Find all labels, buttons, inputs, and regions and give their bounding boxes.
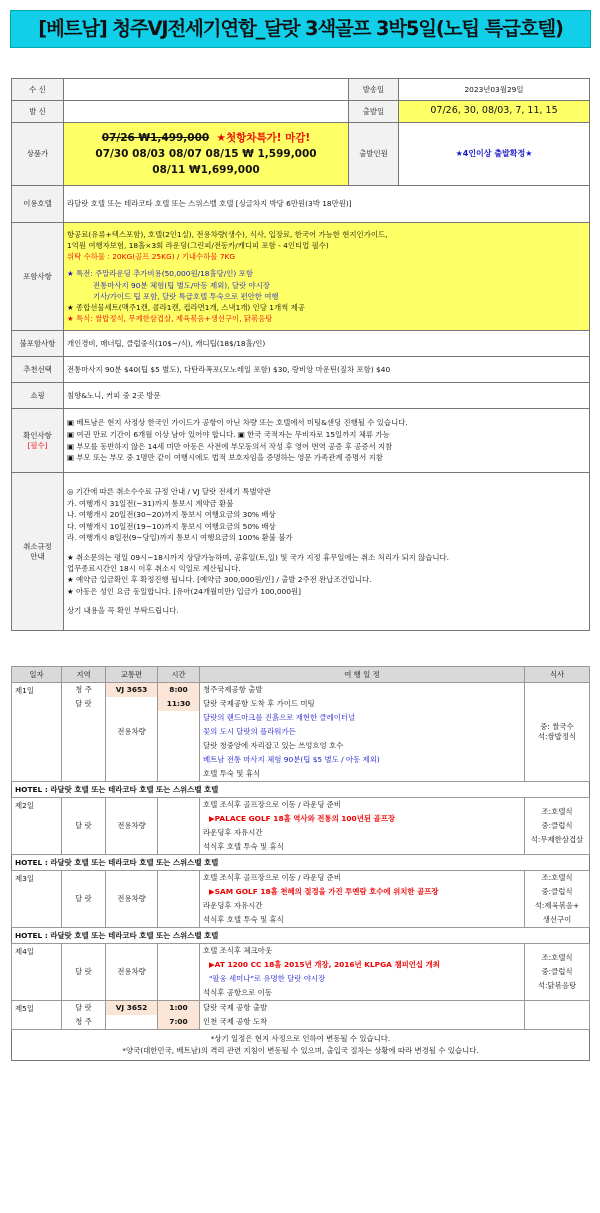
info-table [11,78,590,631]
day-label: 제5일 [12,1001,62,1030]
cancel-line: ★ 아동은 성인 요금 동일합니다. [유아(24개월미만) 입금가 100,000원] [67,586,301,596]
price-box [64,123,349,186]
day-meal [525,944,590,1001]
optional-value: 전통마사지 90분 $40(팁 $5 별도), 다탄라폭포(모노레일 포함) $30, 랑비앙 마운틴(짚차 포함) $40 [64,357,590,383]
to-value [64,79,349,101]
meal-item: 중:클럽식 [541,887,573,896]
area-to: 청 주 [75,1017,92,1026]
cancel-label-text2: 안내 [30,551,45,561]
day-meal [525,683,590,782]
plan-item: "팔웅 세미나"로 유명한 달랏 야시장 [209,974,326,983]
meal-item: 석:제육볶음+ [534,901,580,910]
price-line-3: 08/11 ₩1,699,000 [152,164,260,177]
day-meal [525,871,590,928]
plan-item: 호텔 조식후 골프장으로 이동 / 라운딩 준비 [203,873,341,882]
check-line: ▣ 베트남은 현지 사정상 한국인 가이드가 공항이 아닌 차량 또는 호텔에서 미팅&샌딩 진행될 수 있습니다. [67,417,408,427]
meal-item: 석:무제한삼겹살 [530,835,584,844]
col-meal: 식사 [525,667,590,683]
day-meal [525,1001,590,1030]
meal-item: 중: 쌀국수 [540,722,574,732]
day-meal [525,798,590,855]
baggage-info: 위탁 수하물 : 20KG(골프 25KG) / 기내수하물 7KG [67,252,236,262]
departure-dates: 07/26, 30, 08/03, 7, 11, 15 [399,101,590,123]
day-time [158,871,200,928]
included-label: 포함사항 [12,223,64,331]
shopping-value: 침향&노니, 커피 중 2곳 방문 [64,383,590,409]
col-transport: 교통편 [106,667,158,683]
day-plan [200,944,525,1001]
meal-item: 조:호텔식 [541,953,573,962]
col-area: 지역 [62,667,106,683]
sent-date-label: 발송일 [349,79,399,101]
day-row [12,1001,590,1030]
gift-set: ★ 종합선물세트(맥주1캔, 콜라1캔, 컵라면1개, 스낵1개) 인당 1개씩 제공 [67,302,305,312]
sent-date-value: 2023년03월29일 [399,79,590,101]
special-meal: ★ 특식: 쌀밥정식, 무제한삼겹살, 제육볶음+생선구이, 닭볶음탕 [67,313,273,323]
price-label: 상품가 [12,123,64,186]
from-label: 발 신 [12,101,64,123]
check-box [64,409,590,473]
to-label: 수 신 [12,79,64,101]
check-required: [필수] [27,440,48,450]
day-transport: 전용차량 [106,944,158,1001]
cancel-line: 가. 여행개시 31일전(~31)까지 통보시 계약금 환불 [67,498,234,508]
meal-item: 중:클럽식 [541,821,573,830]
time-arrive: 7:00 [158,1015,199,1029]
day-area: 달 랏 [62,944,106,1001]
cancel-line: 상기 내용을 꼭 확인 부탁드립니다. [67,606,179,616]
cancel-label [12,473,64,631]
plan-item: 꽃의 도시 달랏의 플라워가든 [203,727,296,736]
day-row [12,798,590,855]
plan-item: 호텔 투숙 및 휴식 [203,769,261,778]
included-line: 항공료(유류+텍스포함), 호텔(2인1실), 전용차량(생수), 식사, 입장료, 한국어 가능한 현지인가이드, [67,230,388,240]
meal-item: 조:호텔식 [541,807,573,816]
day-plan [200,1001,525,1030]
golf-course: ▶AT 1200 CC 18홀 2015년 개장, 2016년 KLPGA 챔피언십 개최 [209,960,440,969]
area-from: 청 주 [75,685,92,694]
plan-item: 석식후 공항으로 이동 [203,988,272,997]
plan-item: 호텔 조식후 골프장으로 이동 / 라운딩 준비 [203,800,341,809]
meal-item: 생선구이 [542,915,572,924]
day-time [158,1001,200,1030]
price-promo: ★첫항차특가! 마감! [216,131,311,144]
day-row [12,944,590,1001]
cancel-line: 업무종료시간인 18시 이후 취소시 익일로 계산됩니다. [67,563,241,573]
plan-item: 라운딩후 자유시간 [203,901,263,910]
meal-item: 석:닭볶음탕 [537,981,577,990]
area-to: 달 랏 [75,699,92,708]
flight-number: VJ 3653 [106,683,157,697]
time-depart: 8:00 [158,683,199,697]
plan-item: 달랏 국제공항 도착 후 가이드 미팅 [203,699,315,708]
special-line: ★ 특전: 주말라운딩 추가비용(50,000원/18홀당/인) 포함 [67,269,253,279]
plan-item: 라운딩후 자유시간 [203,828,263,837]
plan-item: 베트남 전통 마사지 체험 90분(팁 $5 별도 / 아동 제외) [203,755,380,764]
transport-type: 전용차량 [117,727,146,736]
golf-course: ▶PALACE GOLF 18홀 역사와 전통의 100년된 골프장 [209,814,395,823]
excluded-label: 불포함사항 [12,331,64,357]
time-depart: 1:00 [158,1001,199,1015]
shopping-label: 쇼핑 [12,383,64,409]
plan-item: 달랏의 랜드마크를 진흙으로 재현한 클레이터널 [203,713,356,722]
col-day: 일자 [12,667,62,683]
day-plan [200,871,525,928]
pax-value: ★4인이상 출발확정★ [399,123,590,186]
itinerary-table [11,666,590,1061]
day-label: 제2일 [12,798,62,855]
cancel-line: 라. 여행개시 8일전(9~당일)까지 통보시 여행요금의 100% 환불 불가 [67,533,293,543]
optional-label: 추천선택 [12,357,64,383]
col-time: 시간 [158,667,200,683]
day-label: 제3일 [12,871,62,928]
price-line-2: 07/30 08/03 08/07 08/15 ₩ 1,599,000 [95,147,317,160]
plan-item: 달랏 청중앙에 자리잡고 있는 쓰엉흐엉 호수 [203,741,344,750]
plan-item: 석식후 호텔 투숙 및 휴식 [203,915,284,924]
day-area [62,1001,106,1030]
check-line: ▣ 부모를 동반하지 않은 14세 미만 아동은 사전에 부모동의서 작성 후 영어 번역 공증 후 공증서 지참 [67,441,393,451]
check-line: ▣ 여권 만료 기간이 6개월 이상 남아 있어야 합니다. ▣ 한국 국적자는 무비자로 15일까지 체류 가능 [67,429,390,439]
hotel-info: HOTEL : 라달랏 호텔 또는 테라코타 호텔 또는 스위스벨 호텔 [12,855,590,871]
price-old: 07/26 ₩1,499,000 [101,131,210,144]
from-value [64,101,349,123]
cancel-line: ◎ 기간에 따른 취소수수료 규정 안내 / VJ 달랏 전세기 특별약관 [67,487,271,497]
check-label [12,409,64,473]
flight-number: VJ 3652 [106,1001,157,1015]
hotel-info: HOTEL : 라달랏 호텔 또는 테라코타 호텔 또는 스위스벨 호텔 [12,928,590,944]
note-line: *상기 일정은 현지 사정으로 인하여 변동될 수 있습니다. [210,1034,391,1043]
cancel-line: ★ 예약금 입금확인 후 확정진행 됩니다. [예약금 300,000원/인] / 출발 2주전 완납조건입니다. [67,575,372,585]
day-transport [106,1001,158,1030]
pax-label: 출발인원 [349,123,399,186]
cancel-line: 다. 여행개시 10일전(19~10)까지 통보시 여행요금의 50% 배상 [67,521,276,531]
hotel-label: 이용호텔 [12,186,64,223]
day-label: 제4일 [12,944,62,1001]
day-area: 달 랏 [62,871,106,928]
meal-item: 석:쌈밥정식 [537,732,577,741]
time-arrive: 11:30 [158,697,199,711]
day-time [158,683,200,782]
page-title-banner: [베트남] 청주VJ전세기연합_달랏 3색골프 3박5일(노팁 특급호텔) [10,10,591,48]
departure-label: 출발일 [349,101,399,123]
cancel-label-text: 취소규정 [23,541,52,551]
meal-item: 조:호텔식 [541,873,573,882]
meal-item: 중:클럽식 [541,967,573,976]
excluded-value: 개인경비, 매너팁, 클럽중식(10$~/식), 캐디팁(18$/18홀/인) [64,331,590,357]
day-time [158,944,200,1001]
day-row [12,683,590,782]
golf-course: ▶SAM GOLF 18홀 천혜의 절경을 가진 투옌람 호수에 위치한 골프장 [209,887,439,896]
day-transport [106,683,158,782]
day-transport: 전용차량 [106,871,158,928]
plan-item: 호텔 조식후 체크아웃 [203,946,272,955]
check-line: ▣ 부모 또는 부모 중 1명만 같이 여행시에도 법적 보호자임을 증명하는 영문 가족관계 증명서 지참 [67,453,383,463]
day-label: 제1일 [12,683,62,782]
day-plan [200,683,525,782]
day-area: 달 랏 [62,798,106,855]
cancel-box [64,473,590,631]
special-line: 기사/가이드 팁 포함, 달랏 특급호텔 투숙으로 편안한 여행 [93,291,279,301]
day-transport: 전용차량 [106,798,158,855]
hotel-info: HOTEL : 라달랏 호텔 또는 테라코타 호텔 또는 스위스벨 호텔 [12,782,590,798]
special-line: 전통마사지 90분 체험(팁 별도/아동 제외), 달랏 야시장 [93,280,270,290]
plan-item: 청주국제공항 출발 [203,685,263,694]
day-area [62,683,106,782]
cancel-line: 나. 여행개시 20일전(30~20)까지 통보시 여행요금의 30% 배상 [67,510,276,520]
check-label-text: 확인사항 [23,430,52,440]
plan-item: 달랏 국제 공항 출발 [203,1003,268,1012]
day-plan [200,798,525,855]
plan-item: 석식후 호텔 투숙 및 휴식 [203,842,284,851]
day-row [12,871,590,928]
included-line: 1억원 여행자보험, 18홀×3회 라운딩(그린피/전동카/캐디피 포함 - 4인티업 필수) [67,241,329,251]
plan-item: 인천 국제 공항 도착 [203,1017,268,1026]
included-box [64,223,590,331]
cancel-line: ★ 취소문의는 평일 09시~18시까지 상담가능하며, 공휴일(토,일) 및 국가 지정 휴무일에는 취소 처리가 되지 않습니다. [67,552,449,562]
day-time [158,798,200,855]
col-plan: 여 행 일 정 [200,667,525,683]
notes [12,1030,590,1061]
note-line: *양국(대한민국, 베트남)의 격리 관련 지침이 변동될 수 있으며, 출입국 절차는 상황에 따라 변경될 수 있습니다. [122,1045,479,1055]
area-from: 달 랏 [75,1003,92,1012]
hotel-value: 라달랏 호텔 또는 테라코타 호텔 또는 스위스벨 호텔 [싱글차지 박당 6만원(3박 18만원)] [64,186,590,223]
